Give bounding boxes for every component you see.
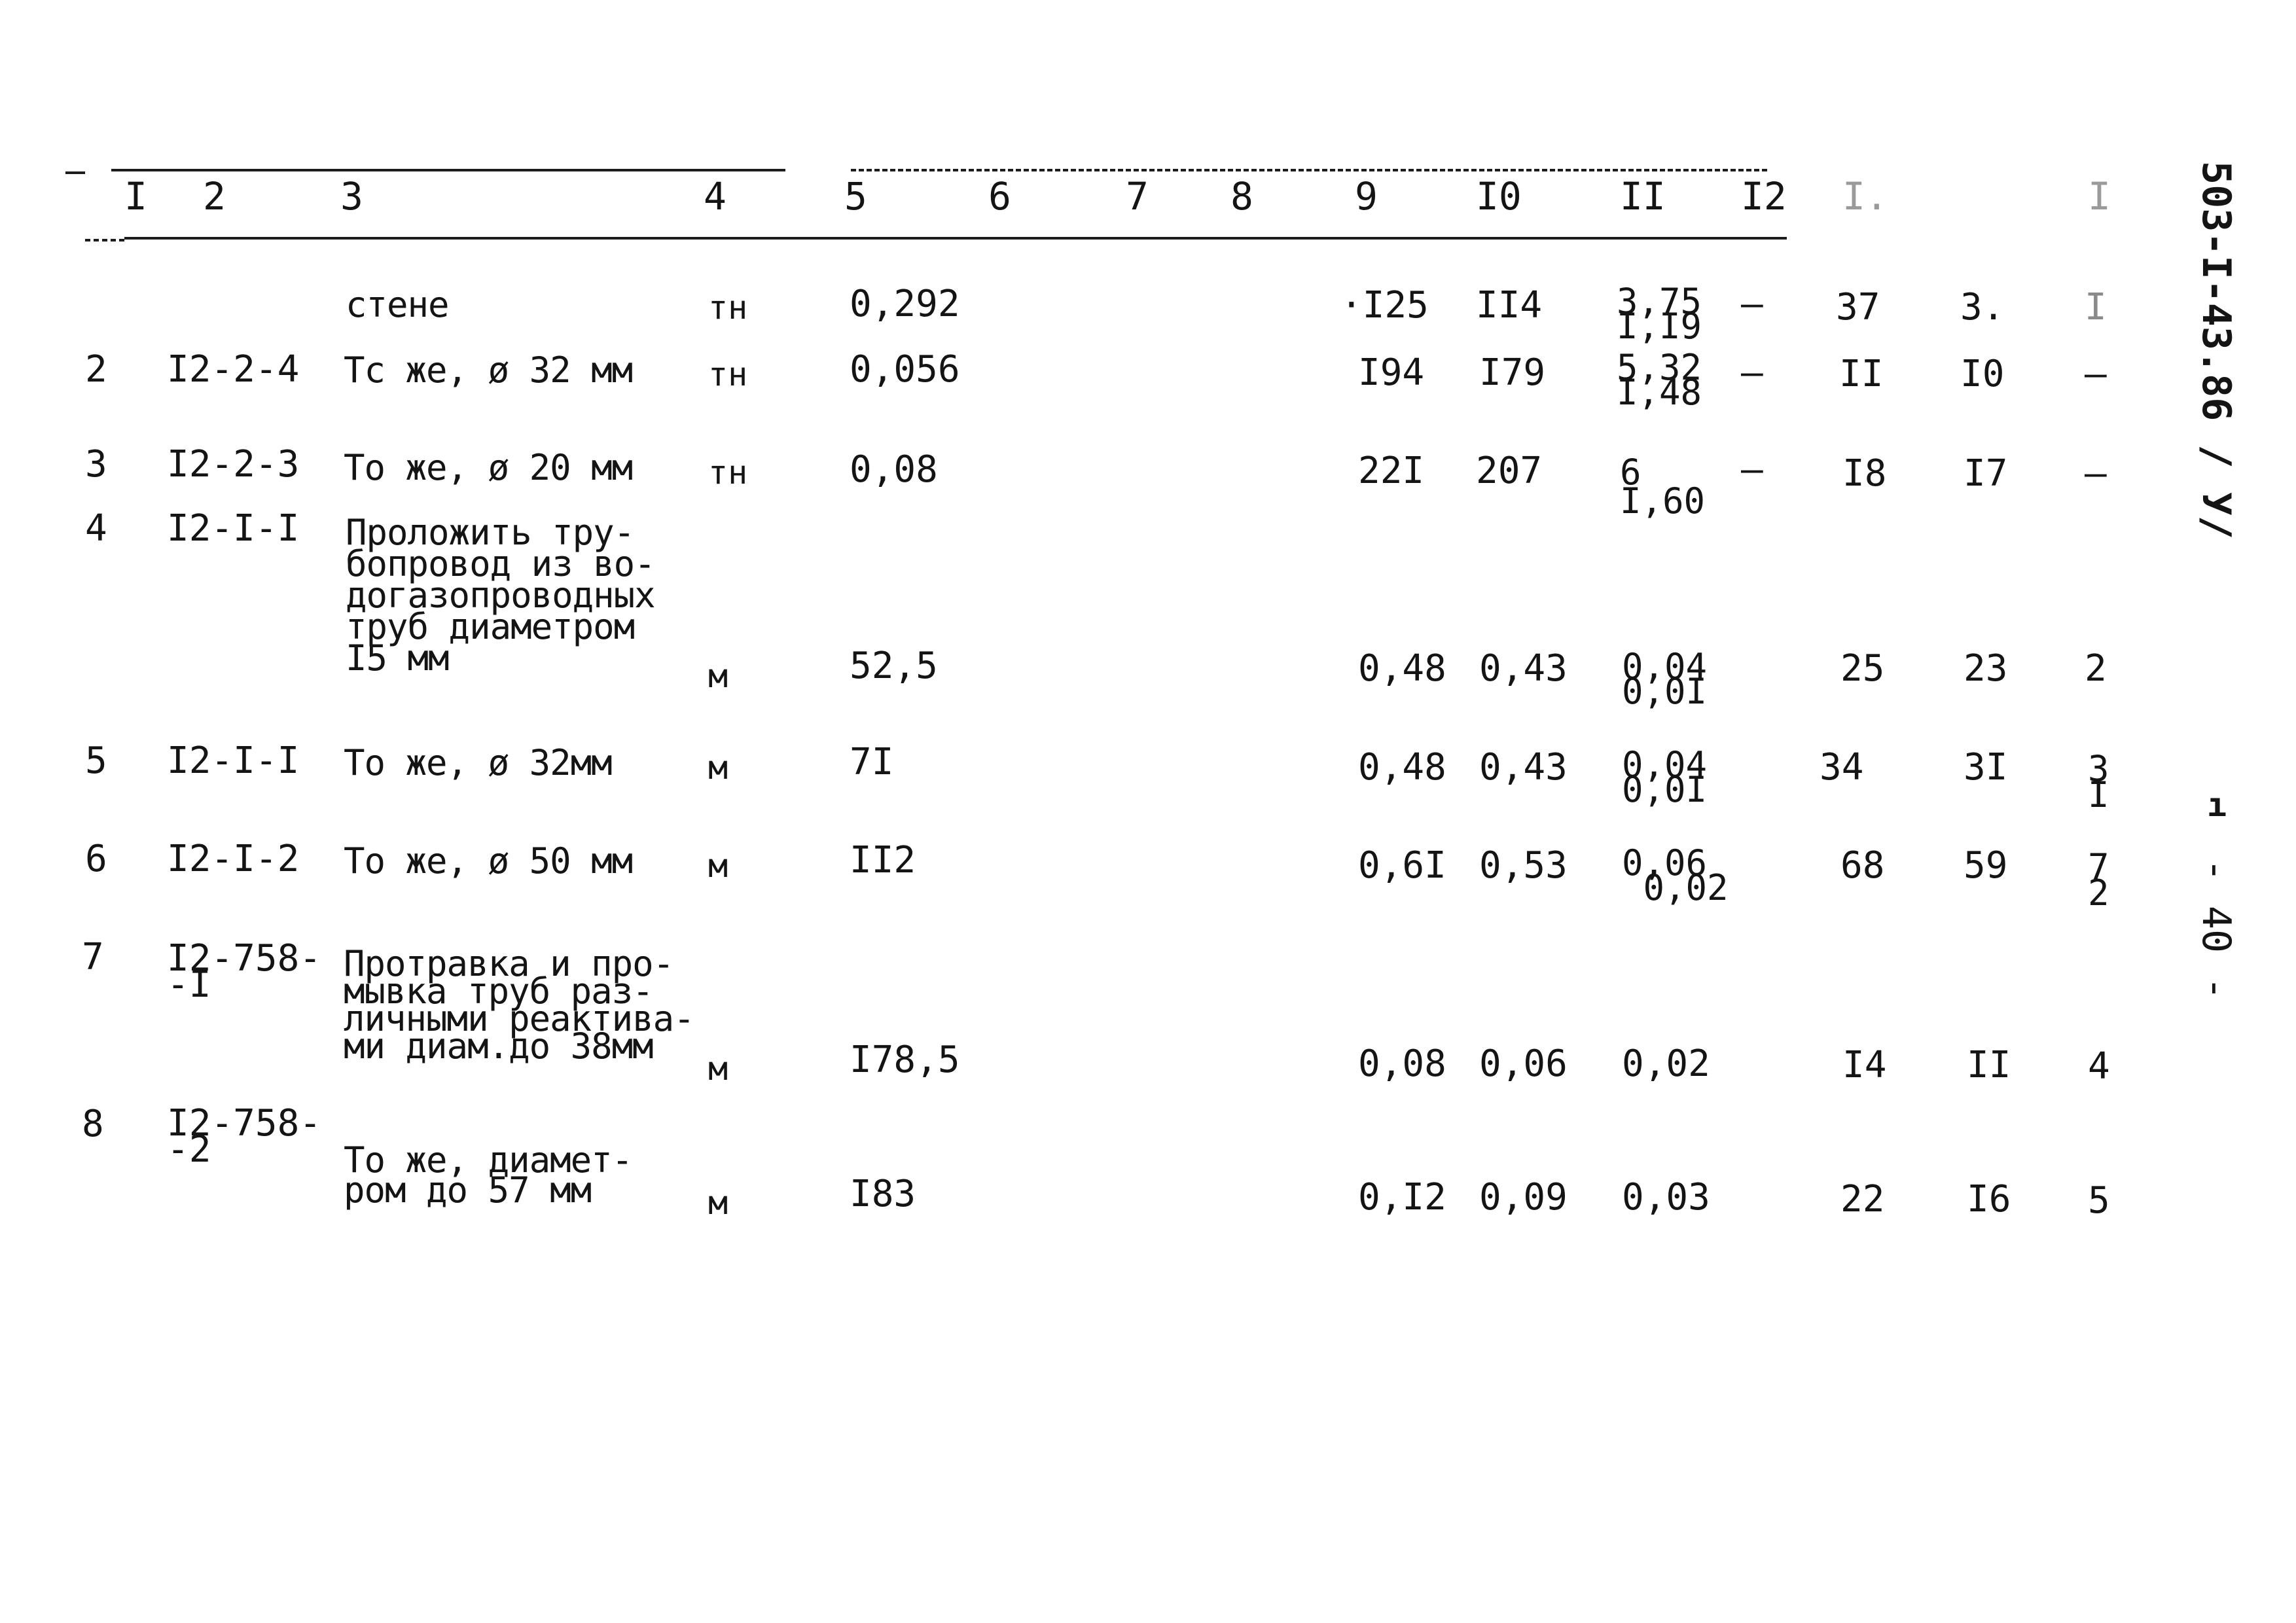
row4-col14: 23 <box>1964 647 2008 690</box>
row6-code: I2-I-2 <box>167 838 300 880</box>
row1-col12: – <box>1741 283 1763 325</box>
col-header-2: 2 <box>203 174 226 219</box>
row5-col13: 34 <box>1820 746 1864 789</box>
row3-quantity: 0,08 <box>850 448 938 491</box>
row7-code: I2-758- -I <box>167 937 322 1006</box>
row3-col10: 207 <box>1476 450 1543 492</box>
row6-description: То же, ø 50 мм <box>344 840 633 882</box>
col-header-9: 9 <box>1355 174 1378 219</box>
header-top-rule <box>111 169 785 171</box>
row1-col14: 3. <box>1960 286 2005 329</box>
row8-col13: 22 <box>1840 1178 1885 1221</box>
row3-num: 3 <box>85 443 107 486</box>
row1-col13: 37 <box>1836 286 1880 329</box>
row2-quantity: 0,056 <box>850 348 960 391</box>
row8-description: То же, диамет- ром до 57 мм <box>344 1139 633 1211</box>
row8-num: 8 <box>82 1103 104 1145</box>
row6-col13: 68 <box>1840 844 1885 887</box>
col-header-3: 3 <box>340 174 363 219</box>
row1-description: стене <box>346 284 449 325</box>
row6-col11: 0,06 0,02 <box>1622 842 1729 908</box>
row7-col9: 0,08 <box>1358 1043 1446 1085</box>
col-header-15: I <box>2088 174 2111 219</box>
row5-code: I2-I-I <box>167 740 300 782</box>
row1-col10: II4 <box>1476 284 1543 327</box>
row2-num: 2 <box>85 348 107 391</box>
row3-col11: 6 I,60 <box>1620 452 1706 522</box>
row1-unit: тн <box>708 289 748 327</box>
row3-unit: тн <box>708 454 748 491</box>
row7-col11: 0,02 <box>1622 1043 1710 1085</box>
row1-quantity: 0,292 <box>850 283 960 325</box>
row5-num: 5 <box>85 740 107 782</box>
col-header-5: 5 <box>844 174 867 219</box>
row2-col9: I94 <box>1358 351 1425 394</box>
row4-quantity: 52,5 <box>850 645 938 687</box>
row5-col11: 0,04 0,0I <box>1622 744 1708 810</box>
document-code: 503-I-43.86 / У/ <box>2193 161 2239 539</box>
header-bottom-rule-left <box>85 239 124 241</box>
row2-col15: – <box>2085 353 2107 395</box>
row6-col15: 7 2 <box>2088 846 2109 914</box>
row5-col14: 3I <box>1964 746 2008 789</box>
row2-description: Тс же, ø 32 мм <box>344 349 633 391</box>
row3-description: То же, ø 20 мм <box>344 447 633 488</box>
row7-num: 7 <box>82 936 104 978</box>
col-header-6: 6 <box>988 174 1011 219</box>
row6-num: 6 <box>85 838 107 880</box>
row3-col12: – <box>1741 448 1763 491</box>
col-header-11: II <box>1620 174 1666 219</box>
col-header-12: I2 <box>1741 174 1787 219</box>
page-number: - 40 - <box>2193 858 2239 1001</box>
row5-col15: 3 I <box>2088 748 2109 815</box>
row4-col10: 0,43 <box>1479 647 1568 690</box>
row2-col14: I0 <box>1960 353 2005 395</box>
col-header-13: I. <box>1842 174 1888 219</box>
col-header-8: 8 <box>1230 174 1253 219</box>
row7-col14: II <box>1967 1044 2011 1086</box>
row2-col13: II <box>1839 353 1884 395</box>
row2-unit: тн <box>708 355 748 393</box>
row4-col9: 0,48 <box>1358 647 1446 690</box>
row4-code: I2-I-I <box>167 507 300 550</box>
row6-col9: 0,6I <box>1358 844 1446 887</box>
row4-num: 4 <box>85 507 107 550</box>
row1-col11: 3,75 I,I9 <box>1617 281 1702 347</box>
row5-unit: м <box>708 749 728 787</box>
row3-col15: – <box>2085 452 2107 495</box>
row3-col9: 22I <box>1358 450 1425 492</box>
header-left-tick <box>65 171 85 174</box>
col-header-1: I <box>124 174 147 219</box>
row2-col11: 5,32 I,48 <box>1617 347 1702 413</box>
row6-unit: м <box>708 847 728 885</box>
row8-col10: 0,09 <box>1479 1176 1568 1219</box>
row8-col14: I6 <box>1967 1178 2011 1221</box>
row3-col13: I8 <box>1842 452 1887 495</box>
header-top-rule-dashed <box>851 169 1767 171</box>
row1-col9: ·I25 <box>1340 284 1429 327</box>
row2-col12: – <box>1741 351 1763 394</box>
row6-col10: 0,53 <box>1479 844 1568 887</box>
row7-unit: м <box>708 1050 728 1088</box>
row5-col10: 0,43 <box>1479 746 1568 789</box>
header-bottom-rule <box>124 237 1787 240</box>
row4-unit: м <box>708 657 728 695</box>
row7-col15: 4 <box>2088 1045 2110 1088</box>
row6-quantity: II2 <box>850 839 916 882</box>
row3-col14: I7 <box>1964 452 2008 495</box>
row6-col14: 59 <box>1964 844 2008 887</box>
row5-quantity: 7I <box>850 741 894 783</box>
row4-col13: 25 <box>1840 647 1885 690</box>
row8-quantity: I83 <box>850 1173 916 1215</box>
col-header-10: I0 <box>1476 174 1522 219</box>
row8-code: I2-758- -2 <box>167 1102 322 1171</box>
side-dash-mark: ı <box>2207 786 2227 824</box>
row7-col13: I4 <box>1842 1044 1887 1086</box>
row2-col10: I79 <box>1479 351 1546 394</box>
row4-col11: 0,04 0,0I <box>1622 646 1708 712</box>
row8-col11: 0,03 <box>1622 1176 1710 1219</box>
row8-col9: 0,I2 <box>1358 1176 1446 1219</box>
row4-col15: 2 <box>2085 647 2107 690</box>
row7-description: Протравка и про- мывка труб раз- личными реактива- ми диам.до 38мм <box>344 943 694 1067</box>
row4-description: Проложить тру- бопровод из во- догазопроводных труб диаметром I5 мм <box>346 512 655 679</box>
row5-description: То же, ø 32мм <box>344 742 612 783</box>
col-header-4: 4 <box>704 174 726 219</box>
row2-code: I2-2-4 <box>167 348 300 391</box>
col-header-7: 7 <box>1126 174 1149 219</box>
row5-col9: 0,48 <box>1358 746 1446 789</box>
row7-quantity: I78,5 <box>850 1039 960 1081</box>
row8-col15: 5 <box>2088 1179 2110 1222</box>
row1-col15: I <box>2085 286 2107 329</box>
row3-code: I2-2-3 <box>167 443 300 486</box>
row8-unit: м <box>708 1184 728 1222</box>
row7-col10: 0,06 <box>1479 1043 1568 1085</box>
